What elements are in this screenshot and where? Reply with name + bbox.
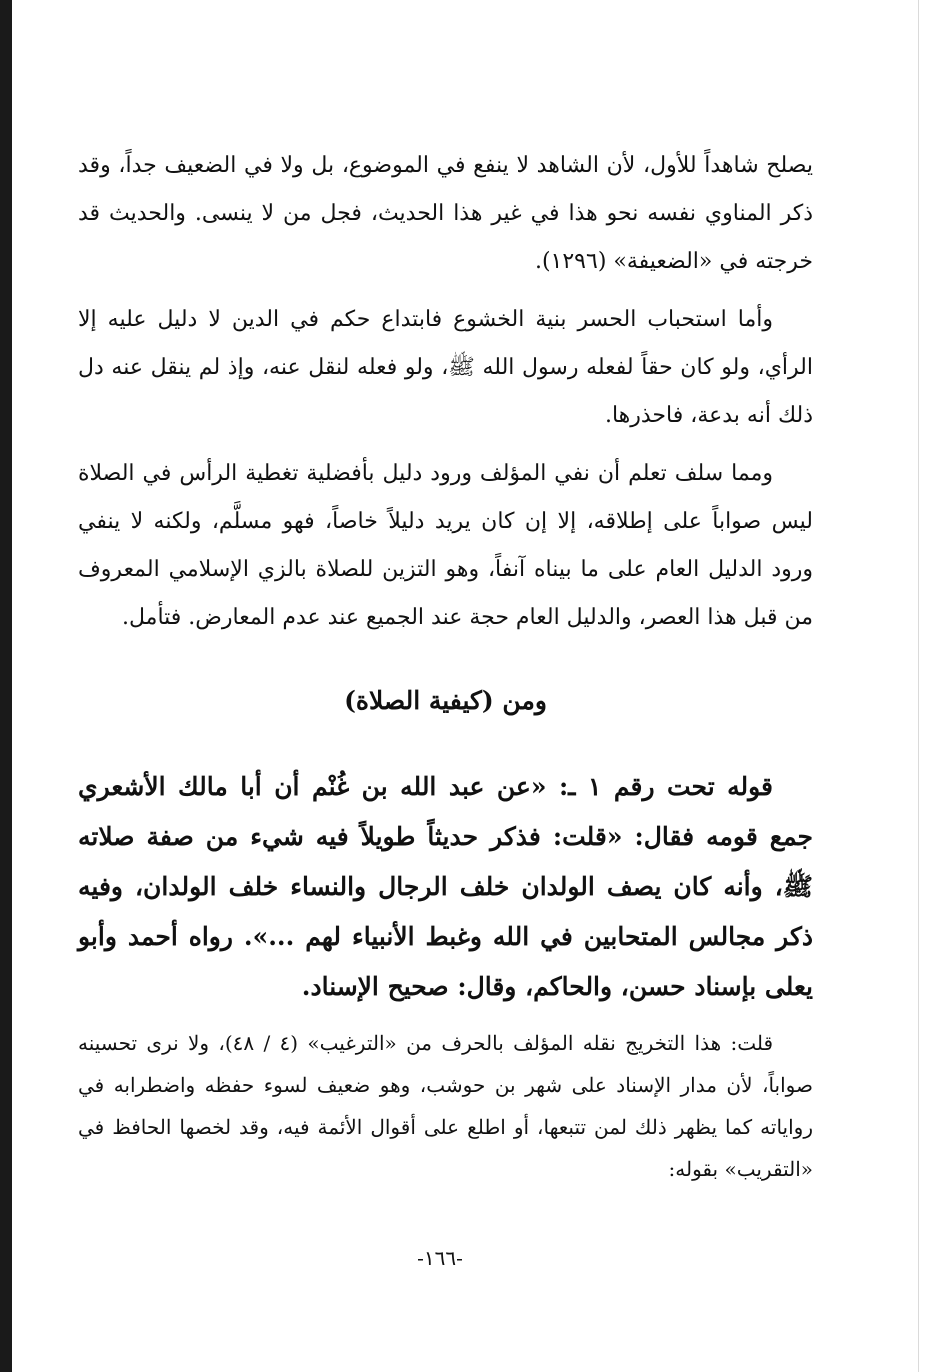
paragraph-1: يصلح شاهداً للأول، لأن الشاهد لا ينفع في الموضوع، بل ولا في الضعيف جداً، وقد ذكر المناوي نفسه نحو هذا في غير هذا الحديث، فجل من لا ينسى. والحديث قد خرجته في «الضعيفة» (١٢٩٦).: [78, 153, 813, 274]
commentary-paragraph: قلت: هذا التخريج نقله المؤلف بالحرف من «الترغيب» (٤ / ٤٨)، ولا نرى تحسينه صواباً، لأن مدار الإسناد على شهر بن حوشب، وهو ضعيف لسوء حفظه واضطرابه في رواياته كما يظهر ذلك لمن تتبعها، أو اطلع على أقوال الأئمة فيه، وقد لخصها الحافظ في «التقريب» بقوله:: [78, 1031, 813, 1181]
section-heading: ومن (كيفية الصلاة): [344, 686, 547, 715]
page-edge-shadow: [0, 0, 12, 1372]
page-number: -١٦٦-: [417, 1246, 463, 1270]
paragraph-2: وأما استحباب الحسر بنية الخشوع فابتداع حكم في الدين لا دليل عليه إلا الرأي، ولو كان حقاً لفعله رسول الله ﷺ، ولو فعله لنقل عنه، وإذ لم ينقل عنه دل ذلك أنه بدعة، فاحذرها.: [78, 307, 813, 428]
page-fold-line: [918, 0, 919, 1372]
quoted-paragraph: قوله تحت رقم ١ ـ: «عن عبد الله بن غُنْم أن أبا مالك الأشعري جمع قومه فقال: «قلت: فذكر حديثاً طويلاً فيه شيء من صفة صلاته ﷺ، وأنه كان يصف الولدان خلف الرجال والنساء خلف الولدان، وفيه ذكر مجالس المتحابين في الله وغبط الأنبياء لهم ...». رواه أحمد وأبو يعلى بإسناد حسن، والحاكم، وقال: صحيح الإسناد.: [78, 772, 813, 1001]
paragraph-3: ومما سلف تعلم أن نفي المؤلف ورود دليل بأفضلية تغطية الرأس في الصلاة ليس صواباً على إطلاقه، إلا إن كان يريد دليلاً خاصاً، فهو مسلَّم، ولكنه لا ينفي ورود الدليل العام على ما بيناه آنفاً، وهو التزين للصلاة بالزي الإسلامي المعروف من قبل هذا العصر، والدليل العام حجة عند الجميع عند عدم المعارض. فتأمل.: [78, 461, 813, 630]
page-body: [78, 142, 813, 1190]
